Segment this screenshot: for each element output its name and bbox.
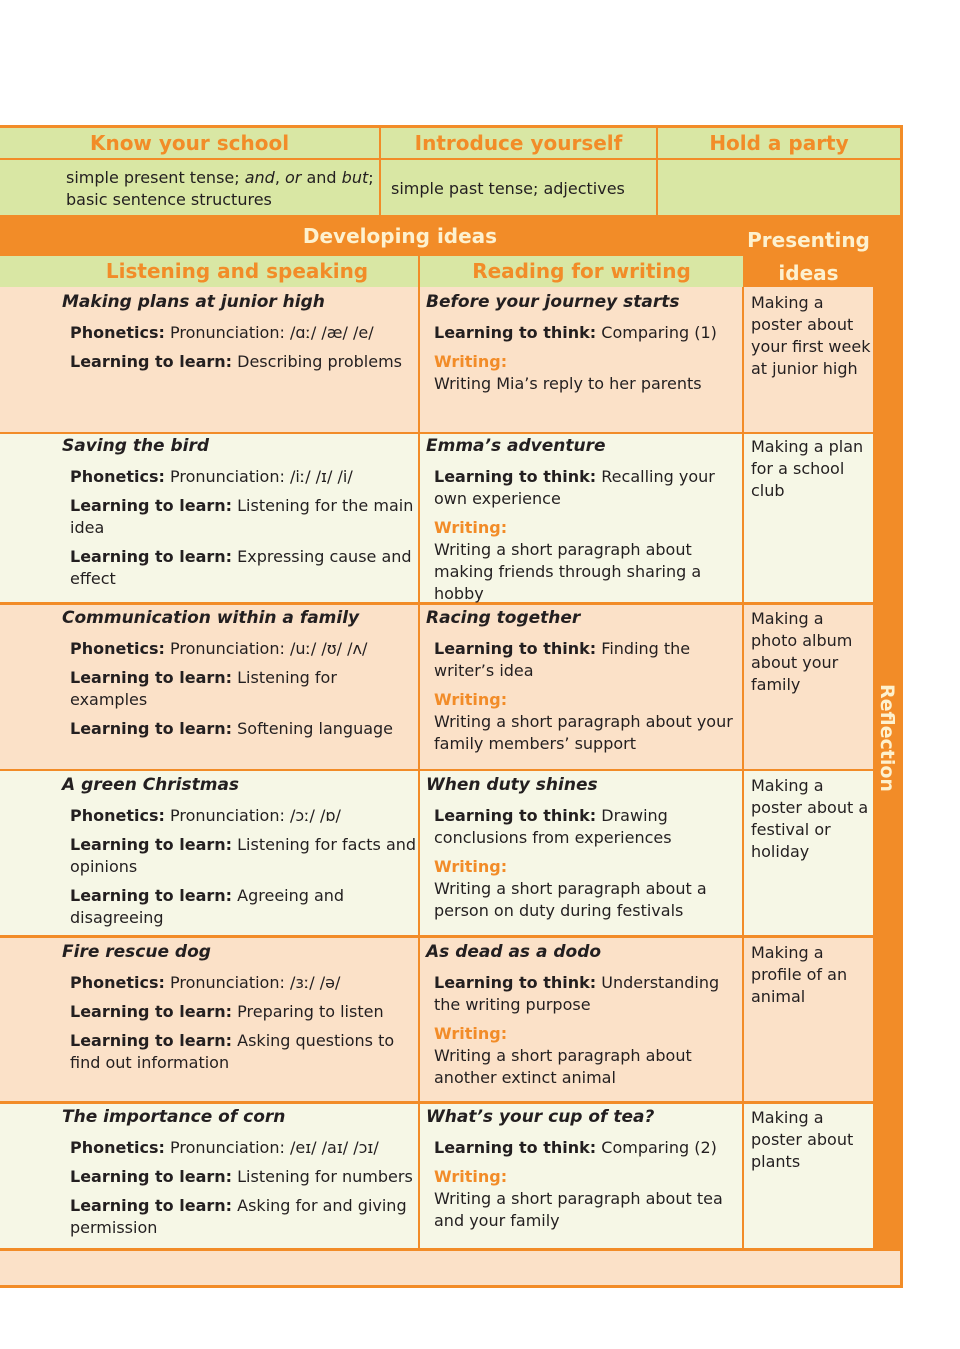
unit-4-reading: When duty shines Learning to think: Drawing conclusions from experiences Writing: Writing a short paragraph about a person on duty during festivals [426,775,707,920]
unit-2-presenting: Making a plan for a school club [751,437,864,500]
unit-6-listening: The importance of corn Phonetics: Pronunciation: /eɪ/ /aɪ/ /ɔɪ/ Learning to learn: Listening for numbers Learning to learn: Asking for and giving permission [62,1107,413,1237]
unit-5-reading: As dead as a dodo Learning to think: Understanding the writing purpose Writing: Writing a short paragraph about another extinct animal [426,942,720,1087]
unit-1-presenting: Making a poster about your first week at junior high [751,293,871,378]
unit-1-reading: Before your journey starts Learning to think: Comparing (1) Writing: Writing Mia’s reply to her parents [426,292,717,393]
grammar-know-your-school: simple present tense; and, or and but; basic sentence structures [66,168,374,209]
header-know-your-school: Know your school [89,131,290,155]
header-hold-a-party: Hold a party [709,131,849,155]
unit-4-listening: A green Christmas Phonetics: Pronunciation: /ɔː/ /ɒ/ Learning to learn: Listening for facts and opinions Learning to learn: Agreeing and disagreeing [62,775,417,927]
reading-writing-header: Reading for writing [472,259,691,283]
developing-ideas-header: Developing ideas [302,224,498,248]
presenting-ideas-header: Presenting ideas [747,228,870,285]
unit-2-reading: Emma’s adventure Learning to think: Recalling your own experience Writing: Writing a short paragraph about making friends through sharing a hobby [426,436,715,603]
grammar-introduce-yourself: simple past tense; adjectives [391,179,625,198]
unit-6-presenting: Making a poster about plants [751,1108,854,1171]
reflection-label: Reflection [876,684,898,792]
unit-6-reading: What’s your cup of tea? Learning to think: Comparing (2) Writing: Writing a short paragraph about tea and your family [426,1107,723,1230]
bottom-strip [0,1251,900,1285]
unit-3-reading: Racing together Learning to think: Finding the writer’s idea Writing: Writing a short paragraph about your family members’ support [426,608,733,753]
unit-3-listening: Communication within a family Phonetics: Pronunciation: /uː/ /ʊ/ /ʌ/ Learning to learn: Listening for examples Learning to learn: Softening language [62,608,394,738]
header-introduce-yourself: Introduce yourself [414,131,623,155]
listening-speaking-header: Listening and speaking [105,259,369,283]
unit-5-presenting: Making a profile of an animal [751,943,848,1006]
unit-4-presenting: Making a poster about a festival or holiday [751,776,869,861]
unit-2-listening: Saving the bird Phonetics: Pronunciation: /iː/ /ɪ/ /i/ Learning to learn: Listening for the main idea Learning to learn: Expressing cause and effect [62,436,414,588]
unit-5-listening: Fire rescue dog Phonetics: Pronunciation: /ɜː/ /ə/ Learning to learn: Preparing to listen Learning to learn: Asking questions to find out information [62,942,395,1072]
unit-3-presenting: Making a photo album about your family [751,609,853,694]
unit-1-listening: Making plans at junior high Phonetics: Pronunciation: /ɑː/ /æ/ /e/ Learning to learn: Describing problems [62,292,402,371]
